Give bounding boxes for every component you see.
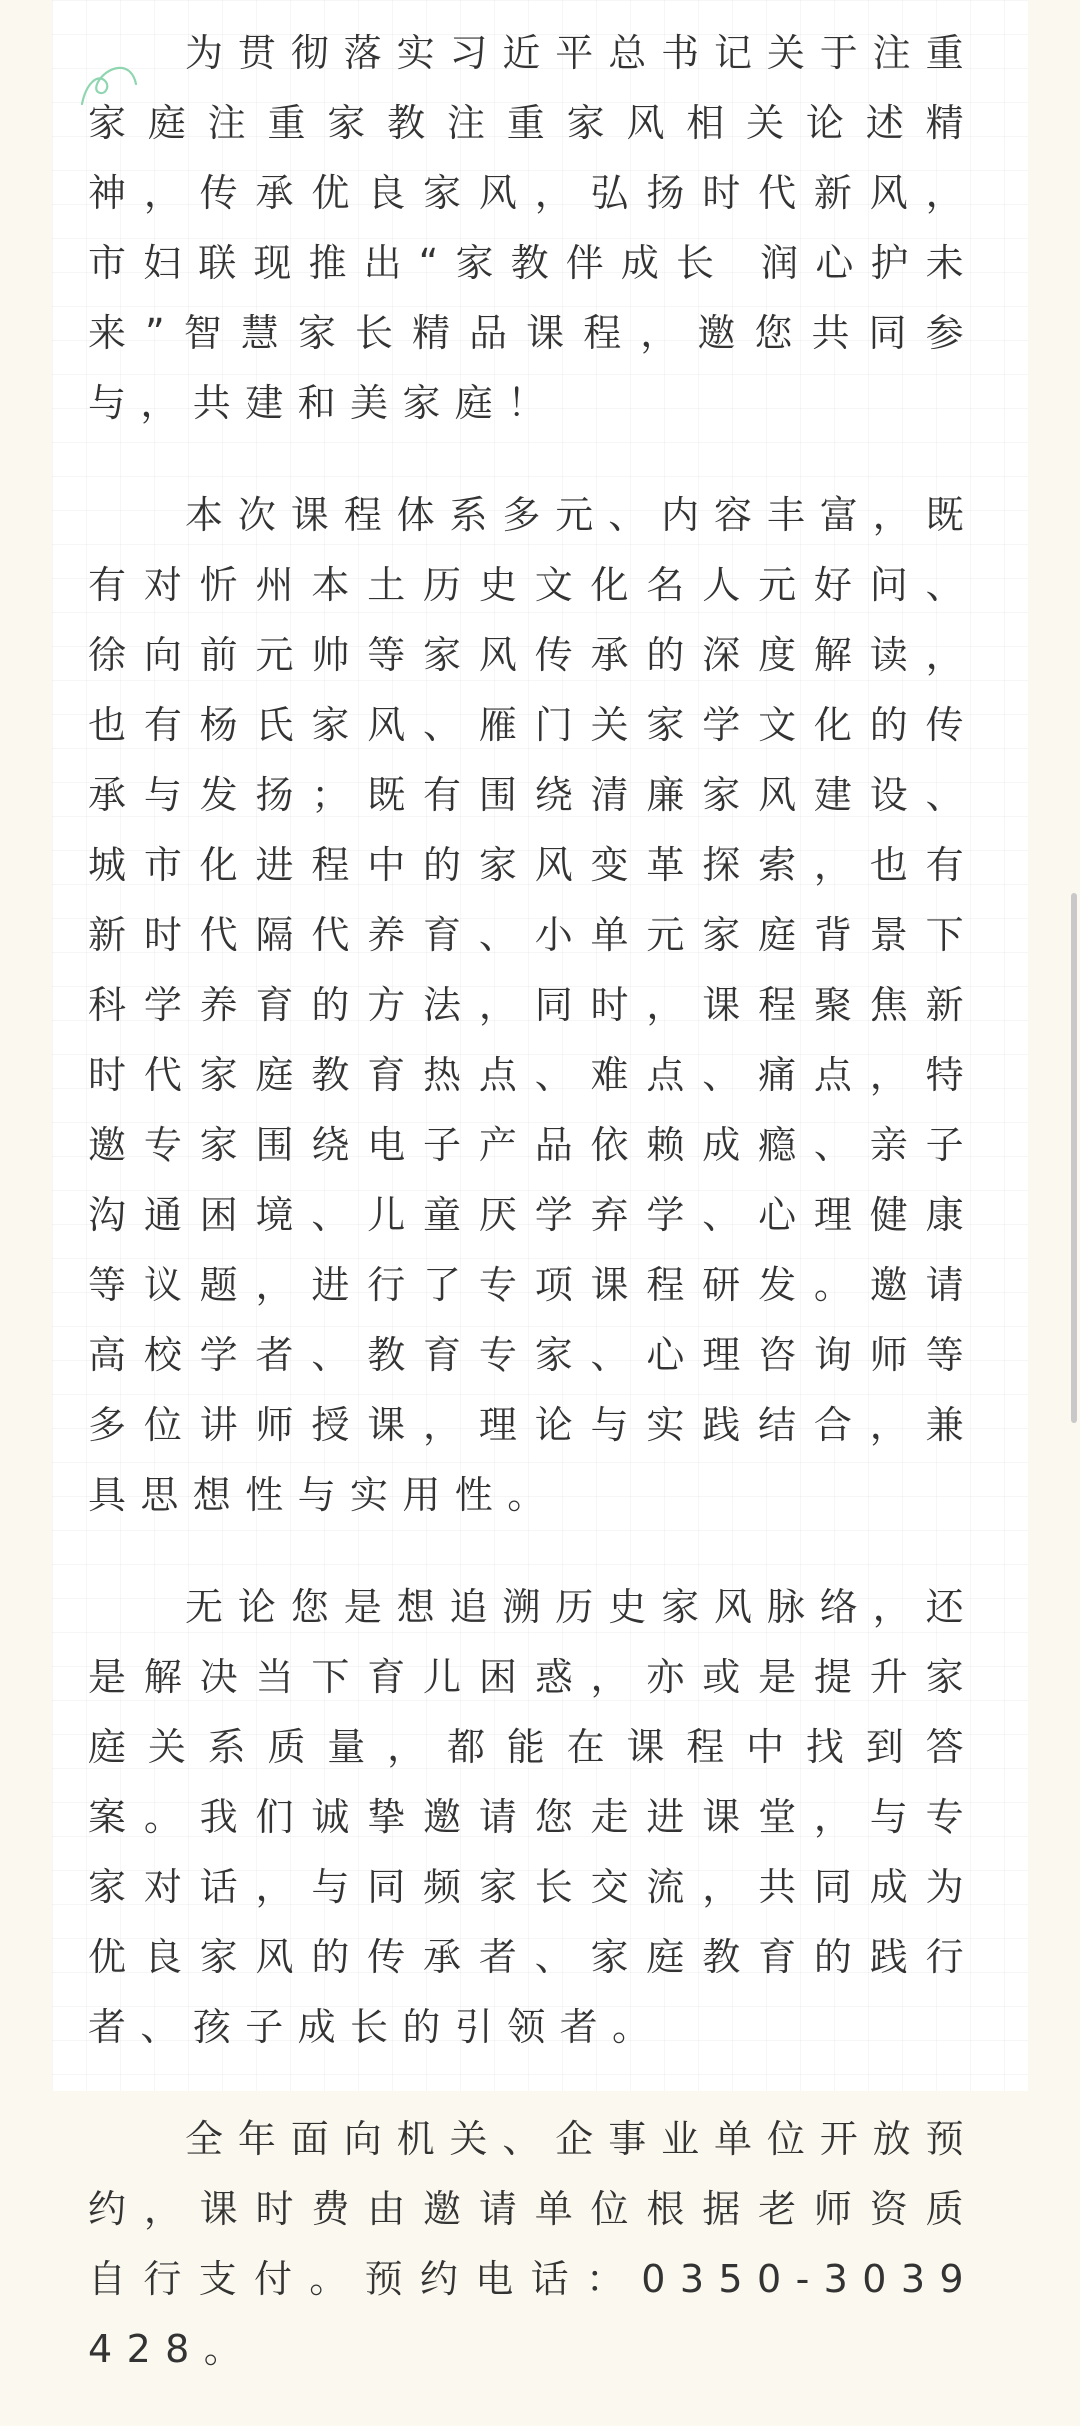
- paragraph-invitation: 无论您是想追溯历史家风脉络，还是解决当下育儿困惑，亦或是提升家庭关系质量，都能在课程中找到答案。我们诚挚邀请您走进课堂，与专家对话，与同频家长交流，共同成为优良家风的传承者、家庭教育的践行者、孩子成长的引领者。: [88, 1585, 978, 2049]
- paragraph-intro: 为贯彻落实习近平总书记关于注重家庭注重家教注重家风相关论述精神，传承优良家风，弘扬时代新风，市妇联现推出“家教伴成长 润心护未来”智慧家长精品课程，邀您共同参与，共建和美家庭！: [88, 31, 978, 425]
- paragraph-booking-info: 全年面向机关、企事业单位开放预约，课时费由邀请单位根据老师资质自行支付。预约电话：0350-3039428。: [88, 2117, 978, 2371]
- scrollbar-thumb[interactable]: [1071, 893, 1077, 1423]
- article-body: [88, 18, 978, 2426]
- paragraph-course-system: 本次课程体系多元、内容丰富，既有对忻州本土历史文化名人元好问、徐向前元帅等家风传承的深度解读，也有杨氏家风、雁门关家学文化的传承与发扬；既有围绕清廉家风建设、城市化进程中的家风变革探索，也有新时代隔代养育、小单元家庭背景下科学养育的方法，同时，课程聚焦新时代家庭教育热点、难点、痛点，特邀专家围绕电子产品依赖成瘾、亲子沟通困境、儿童厌学弃学、心理健康等议题，进行了专项课程研发。邀请高校学者、教育专家、心理咨询师等多位讲师授课，理论与实践结合，兼具思想性与实用性。: [88, 493, 978, 1517]
